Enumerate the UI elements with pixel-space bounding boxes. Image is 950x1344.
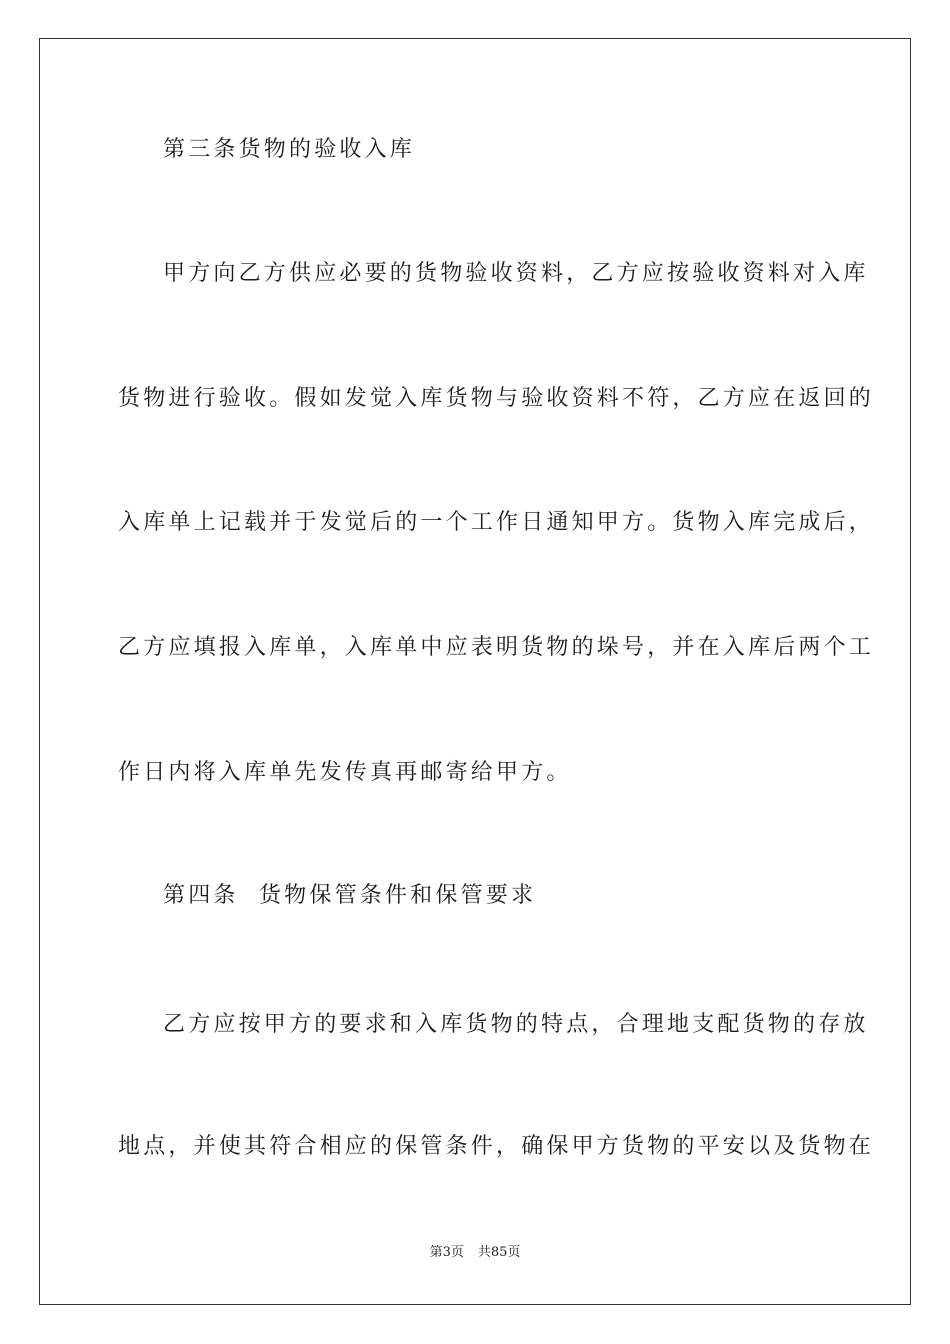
paragraph-line: 入库单上记载并于发觉后的一个工作日通知甲方。货物入库完成后， bbox=[118, 510, 875, 535]
page-footer bbox=[0, 1244, 950, 1262]
article-4-heading: 第四条 货物保管条件和保管要求 bbox=[163, 883, 537, 908]
paragraph-line: 甲方向乙方供应必要的货物验收资料，乙方应按验收资料对入库 bbox=[163, 261, 869, 286]
article-3-heading: 第三条货物的验收入库 bbox=[163, 137, 416, 162]
paragraph-line: 地点，并使其符合相应的保管条件，确保甲方货物的平安以及货物在 bbox=[118, 1134, 875, 1159]
page-number-current: 第3页 bbox=[429, 1245, 464, 1260]
paragraph-line: 乙方应填报入库单，入库单中应表明货物的垛号，并在入库后两个工 bbox=[118, 635, 875, 660]
paragraph-line: 货物进行验收。假如发觉入库货物与验收资料不符，乙方应在返回的 bbox=[118, 386, 875, 411]
page-number-total: 共85页 bbox=[477, 1245, 521, 1260]
paragraph-line: 作日内将入库单先发传真再邮寄给甲方。 bbox=[118, 760, 572, 785]
page-border bbox=[39, 38, 911, 1305]
paragraph-line: 乙方应按甲方的要求和入库货物的特点，合理地支配货物的存放 bbox=[163, 1012, 869, 1037]
